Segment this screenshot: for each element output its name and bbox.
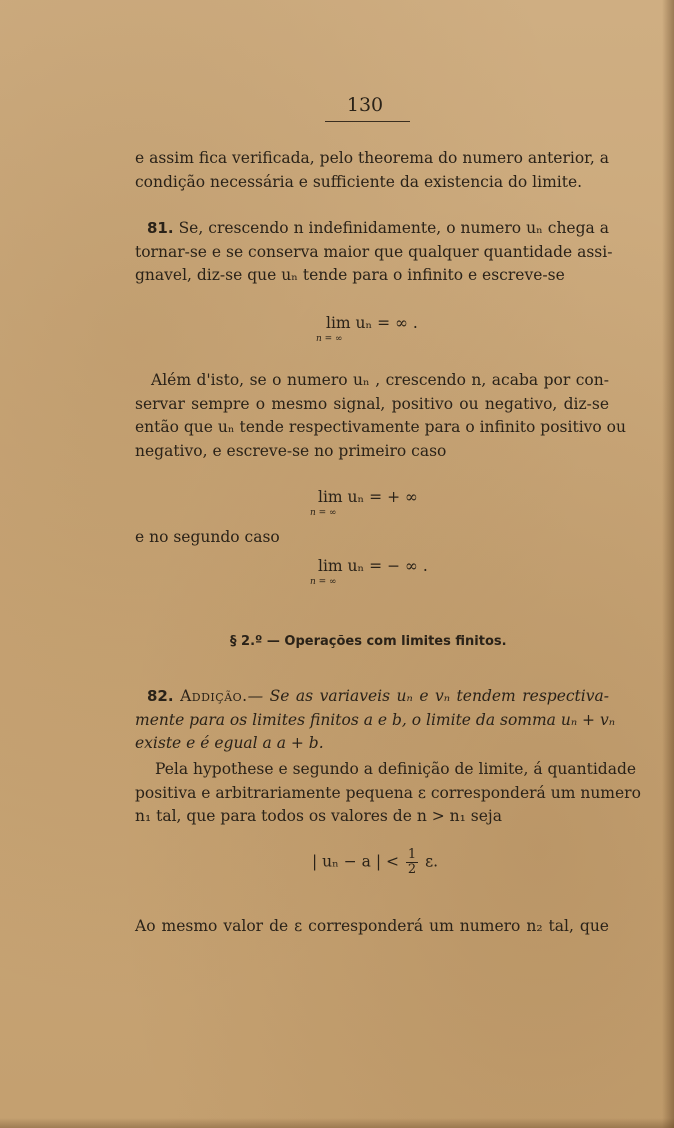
formula-left: | uₙ − a | < (312, 852, 399, 871)
formula-subscript: n = ∞ (310, 508, 337, 518)
paragraph-81 (135, 217, 613, 288)
text-line: então que uₙ tende respectivamente para o infinito positivo ou (135, 418, 626, 437)
formula-limit-minus-infinity (310, 557, 428, 587)
text-line (135, 217, 609, 241)
text-line: existe e é egual a a + b. (135, 734, 324, 753)
page-edge-shadow (662, 0, 674, 1128)
second-case-label: e no segundo caso (135, 528, 280, 546)
formula-right: ε. (425, 852, 439, 871)
page-number: 130 (346, 94, 384, 116)
section-heading: § 2.º — Operações com limites finitos. (230, 634, 507, 649)
header-rule (325, 121, 410, 122)
fraction-denominator: 2 (407, 862, 417, 877)
article-title: Addição. (180, 687, 248, 705)
formula-limit-infinity (316, 314, 418, 344)
text-line: condição necessária e sufficiente da existencia do limite. (135, 172, 583, 191)
text-line: gnavel, diz-se que uₙ tende para o infinito e escreve-se (135, 266, 565, 285)
text-line: servar sempre o mesmo signal, positivo ou negativo, diz-se (135, 394, 609, 413)
text-line: positiva e arbitrariamente pequena ε corresponderá um numero (135, 783, 641, 802)
article-number: 81. (147, 219, 174, 237)
formula-inequality (312, 848, 438, 877)
formula-main: lim uₙ = + ∞ (318, 488, 418, 506)
text-line: Ao mesmo valor de ε corresponderá um numero n₂ tal, que (135, 917, 609, 935)
formula-main: lim uₙ = − ∞ . (318, 557, 428, 575)
text-line: Além d'isto, se o numero uₙ , crescendo n, acaba por con- (151, 371, 609, 389)
text-fragment: — Se as variaveis uₙ e vₙ tendem respectiva- (247, 687, 609, 705)
fraction-one-half (406, 848, 418, 877)
text-line (135, 685, 609, 709)
paragraph-signs (135, 369, 626, 463)
paragraph-continuation (135, 147, 609, 194)
text-line: mente para os limites finitos a e b, o limite da somma uₙ + vₙ (135, 710, 615, 729)
text-line: tornar-se e se conserva maior que qualquer quantidade assi- (135, 242, 613, 261)
paragraph-proof (135, 758, 641, 829)
text-line: n₁ tal, que para todos os valores de n > n₁ seja (135, 807, 502, 826)
text-line: Pela hypothese e segundo a definição de limite, á quantidade (155, 760, 637, 778)
formula-limit-plus-infinity (310, 488, 418, 518)
fraction-numerator: 1 (407, 847, 417, 862)
text-line: e assim fica verificada, pelo theorema do numero anterior, a (135, 149, 609, 167)
article-number: 82. (147, 687, 174, 705)
formula-subscript: n = ∞ (316, 334, 343, 344)
formula-subscript: n = ∞ (310, 577, 337, 587)
paragraph-last (135, 915, 609, 939)
paragraph-82 (135, 685, 615, 756)
text-line: negativo, e escreve-se no primeiro caso (135, 441, 447, 460)
text-fragment: Se, crescendo n indefinidamente, o numero uₙ chega a (173, 219, 609, 237)
page-bottom-shadow (0, 1118, 674, 1128)
formula-main: lim uₙ = ∞ . (326, 314, 418, 332)
